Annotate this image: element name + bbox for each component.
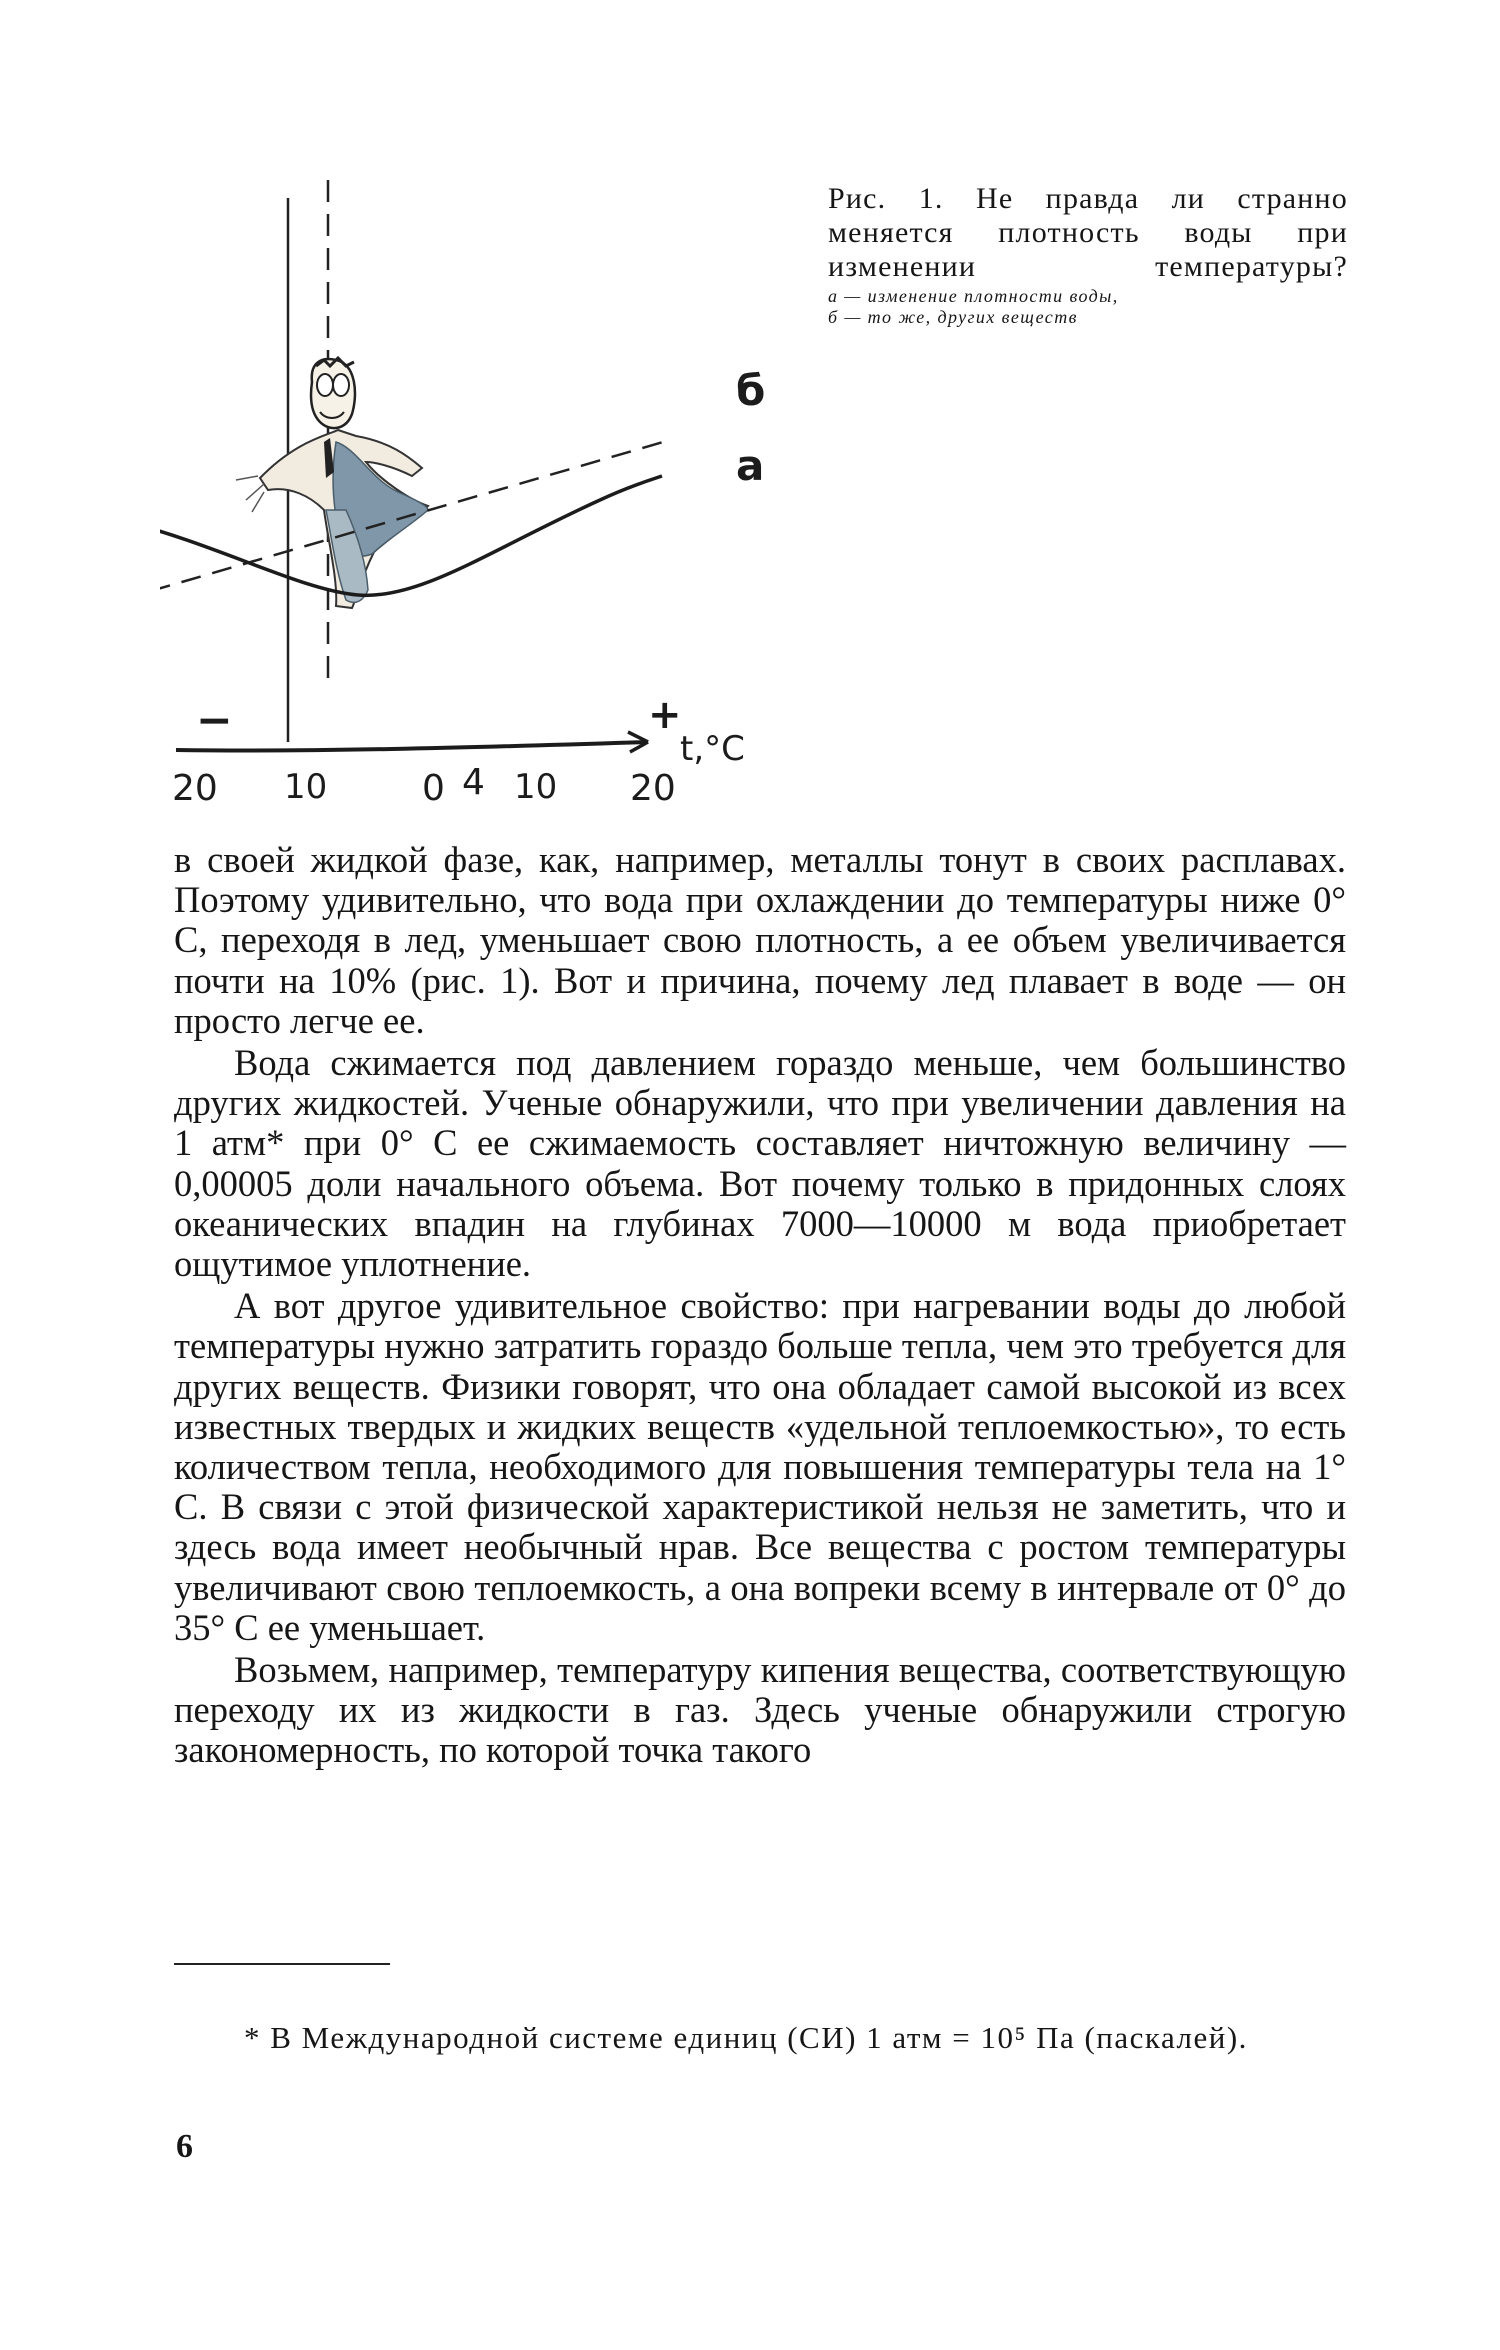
curve-a-solid	[160, 476, 662, 595]
paragraph: в своей жидкой фазе, как, например, металлы тонут в своих расплавах. Поэтому удивительно, что вода при охлаждении до температуры ниже 0° С, переходя в лед, уменьшает свою плотность, а ее объем увеличивается почти на 10% (рис. 1). Вот и причина, почему лед плавает в воде — он просто легче ее.	[174, 839, 1346, 1041]
curve-b-label: б	[736, 366, 766, 415]
tick-label: 20	[630, 768, 676, 809]
man-hand-motion-lines	[236, 476, 264, 512]
body-text	[174, 840, 1346, 1771]
axis-plus-sign: +	[648, 692, 682, 738]
caption-legend	[828, 286, 1348, 328]
caption-line: изменении температуры?	[828, 250, 1348, 283]
caption-line: меняется плотность воды при	[828, 216, 1348, 249]
paragraph: Возьмем, например, температуру кипения вещества, соответствующую переходу их из жидкости в газ. Здесь ученые обнаружили строгую закономерность, по которой точка такого	[174, 1649, 1346, 1771]
tick-label: 4	[462, 762, 485, 803]
figure-caption	[828, 182, 1348, 328]
tick-label: 10	[514, 767, 558, 807]
axis-unit-label: t,°C	[680, 729, 745, 769]
caption-title	[828, 182, 1348, 284]
legend-line-a: а — изменение плотности воды,	[828, 286, 1119, 306]
page-number: 6	[176, 2128, 193, 2165]
tick-label: 10	[284, 767, 328, 807]
tick-label: 20	[172, 768, 218, 809]
legend-line-b: б — то же, других веществ	[828, 307, 1078, 327]
caption-line: Рис. 1. Не правда ли странно	[828, 182, 1348, 215]
footnote: * В Международной системе единиц (СИ) 1 атм = 10⁵ Па (паскалей).	[244, 2020, 1248, 2055]
paragraph: Вода сжимается под давлением гораздо меньше, чем большинство других жидкостей. Ученые обнаружили, что при увеличении давления на 1 атм* при 0° С ее сжимаемость составляет ничтожную величину — 0,00005 доли начального объема. Вот почему только в придонных слоях океанических впадин на глубинах 7000—10000 м вода приобретает ощутимое уплотнение.	[174, 1042, 1346, 1285]
temperature-axis-line	[176, 742, 648, 751]
density-figure	[160, 180, 800, 820]
axis-minus-sign: −	[196, 695, 233, 746]
man-left-eye	[317, 374, 333, 396]
tick-label: 0	[422, 768, 445, 809]
footnote-divider	[174, 1963, 390, 1965]
curve-a-label: а	[736, 441, 765, 490]
man-right-eye	[333, 374, 349, 396]
density-illustration	[160, 180, 800, 820]
paragraph: А вот другое удивительное свойство: при нагревании воды до любой температуры нужно затратить гораздо больше тепла, чем это требуется для других веществ. Физики говорят, что она обладает самой высокой из всех известных твердых и жидких веществ «удельной теплоемкостью», то есть количеством тепла, необходимого для повышения температуры тела на 1° С. В связи с этой физической характеристикой нельзя не заметить, что и здесь вода имеет необычный нрав. Все вещества с ростом температуры увеличивают свою теплоемкость, а она вопреки всему в интервале от 0° до 35° С ее уменьшает.	[174, 1285, 1346, 1648]
